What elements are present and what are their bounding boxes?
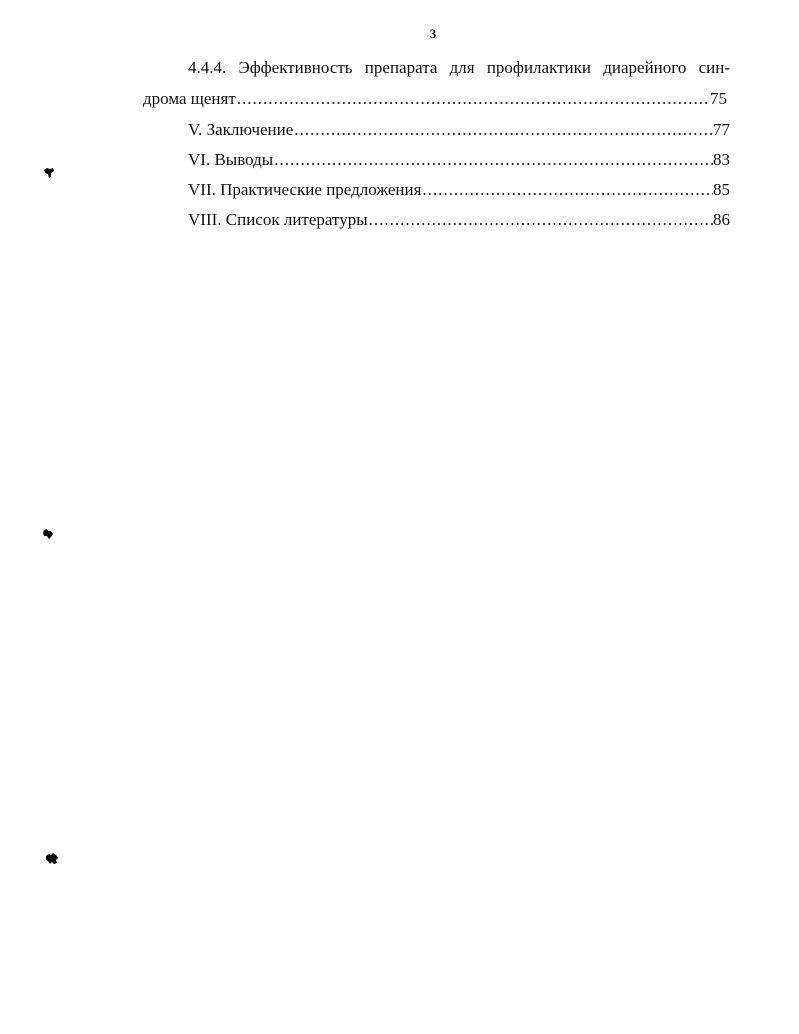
page-number: 3: [429, 26, 437, 41]
toc-leader-dots: [293, 118, 713, 142]
toc-leader-dots: [236, 87, 710, 111]
toc-entry-practical-proposals[interactable]: [188, 178, 730, 202]
toc-entry-label: V. Заключение: [188, 120, 294, 139]
toc-entry-label: VII. Практические предложения: [188, 180, 422, 199]
scan-mark-top: [43, 167, 55, 179]
toc-entry-page: 83: [713, 150, 730, 169]
toc-entry-page: 86: [713, 210, 730, 229]
toc-leader-dots: [368, 208, 713, 232]
toc-entry-4-4-4-line1: 4.4.4. Эффективность препарата для профилактики диарейного син-: [188, 58, 730, 77]
toc-entry-page: 77: [713, 120, 730, 139]
toc-entry-references[interactable]: [188, 208, 730, 232]
toc-entry-label: VIII. Список литературы: [188, 210, 368, 229]
toc-entry-4-4-4-line2[interactable]: [143, 87, 727, 111]
scan-mark-bottom: [45, 852, 59, 866]
scan-mark-middle: [42, 528, 54, 540]
toc-entry-findings[interactable]: [188, 148, 730, 172]
toc-entry-label: дрома щенят: [143, 89, 236, 108]
toc-leader-dots: [273, 148, 713, 172]
toc-entry-page: 85: [713, 180, 730, 199]
toc-entry-conclusion[interactable]: [188, 118, 730, 142]
toc-entry-label: VI. Выводы: [188, 150, 274, 169]
toc-leader-dots: [421, 178, 713, 202]
toc-entry-page: 75: [710, 89, 727, 108]
